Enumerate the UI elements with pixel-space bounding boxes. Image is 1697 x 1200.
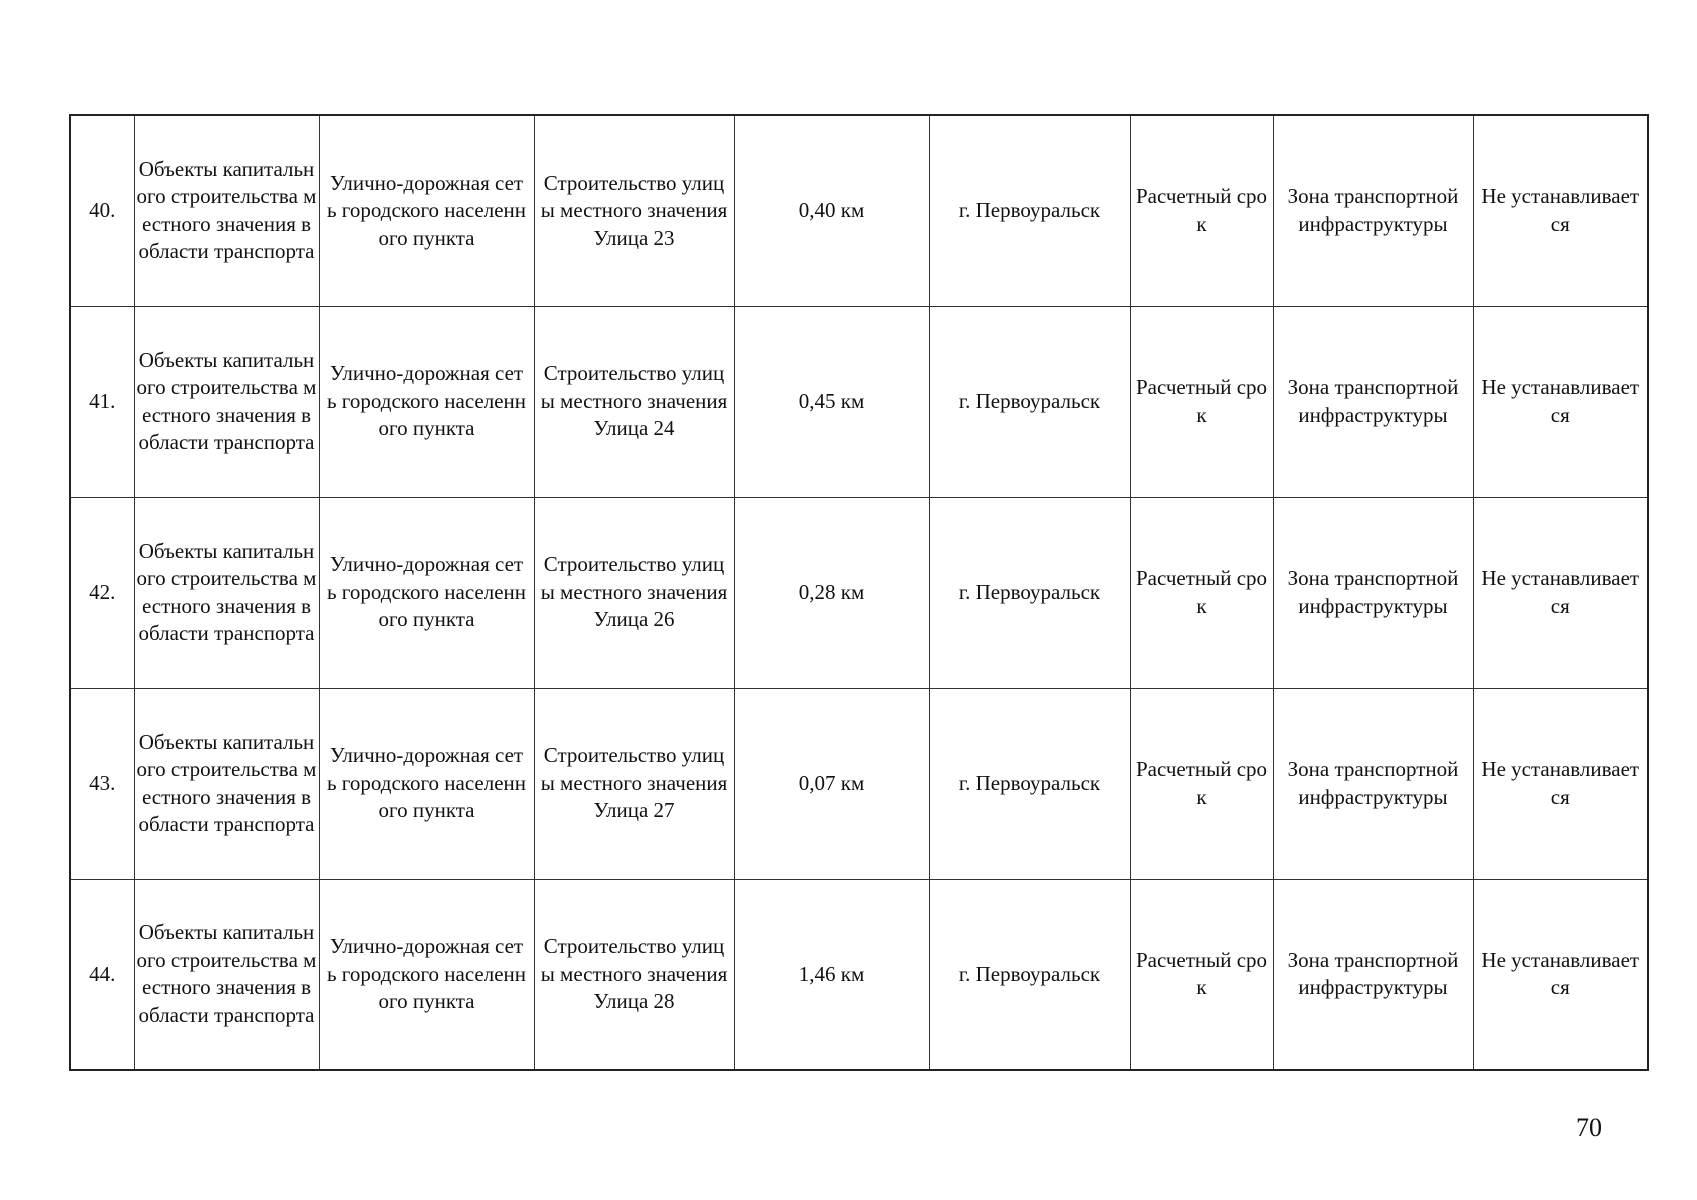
purpose-cell: Улично-дорожная сеть городского населенного пункта (319, 497, 534, 688)
row-number-cell: 43. (70, 688, 134, 879)
object-name-cell: Строительство улицы местного значения Улица 26 (534, 497, 734, 688)
table-row (70, 879, 1648, 1070)
location-cell: г. Первоуральск (929, 688, 1130, 879)
table-row (70, 688, 1648, 879)
deadline-cell: Расчетный срок (1130, 497, 1273, 688)
location-cell: г. Первоуральск (929, 497, 1130, 688)
purpose-cell: Улично-дорожная сеть городского населенного пункта (319, 879, 534, 1070)
restriction-cell: Не устанавливается (1473, 879, 1648, 1070)
deadline-cell: Расчетный срок (1130, 115, 1273, 306)
object-type-cell: Объекты капитального строительства местного значения в области транспорта (134, 688, 319, 879)
deadline-cell: Расчетный срок (1130, 879, 1273, 1070)
object-type-cell: Объекты капитального строительства местного значения в области транспорта (134, 306, 319, 497)
restriction-cell: Не устанавливается (1473, 688, 1648, 879)
location-cell: г. Первоуральск (929, 115, 1130, 306)
length-cell: 0,40 км (734, 115, 929, 306)
row-number-cell: 44. (70, 879, 134, 1070)
row-number-cell: 41. (70, 306, 134, 497)
row-number-cell: 42. (70, 497, 134, 688)
restriction-cell: Не устанавливается (1473, 306, 1648, 497)
object-type-cell: Объекты капитального строительства местного значения в области транспорта (134, 879, 319, 1070)
zone-cell: Зона транспортной инфраструктуры (1273, 879, 1473, 1070)
table-row (70, 497, 1648, 688)
length-cell: 0,07 км (734, 688, 929, 879)
object-name-cell: Строительство улицы местного значения Улица 27 (534, 688, 734, 879)
table-row (70, 306, 1648, 497)
zone-cell: Зона транспортной инфраструктуры (1273, 306, 1473, 497)
row-number-cell: 40. (70, 115, 134, 306)
table-row (70, 115, 1648, 306)
location-cell: г. Первоуральск (929, 879, 1130, 1070)
object-name-cell: Строительство улицы местного значения Улица 23 (534, 115, 734, 306)
object-name-cell: Строительство улицы местного значения Улица 28 (534, 879, 734, 1070)
object-name-cell: Строительство улицы местного значения Улица 24 (534, 306, 734, 497)
object-type-cell: Объекты капитального строительства местного значения в области транспорта (134, 115, 319, 306)
length-cell: 0,45 км (734, 306, 929, 497)
length-cell: 0,28 км (734, 497, 929, 688)
restriction-cell: Не устанавливается (1473, 115, 1648, 306)
purpose-cell: Улично-дорожная сеть городского населенного пункта (319, 306, 534, 497)
zone-cell: Зона транспортной инфраструктуры (1273, 115, 1473, 306)
restriction-cell: Не устанавливается (1473, 497, 1648, 688)
object-type-cell: Объекты капитального строительства местного значения в области транспорта (134, 497, 319, 688)
length-cell: 1,46 км (734, 879, 929, 1070)
purpose-cell: Улично-дорожная сеть городского населенного пункта (319, 688, 534, 879)
zone-cell: Зона транспортной инфраструктуры (1273, 497, 1473, 688)
location-cell: г. Первоуральск (929, 306, 1130, 497)
objects-table (69, 114, 1649, 1071)
deadline-cell: Расчетный срок (1130, 306, 1273, 497)
zone-cell: Зона транспортной инфраструктуры (1273, 688, 1473, 879)
deadline-cell: Расчетный срок (1130, 688, 1273, 879)
page-number: 70 (1576, 1113, 1602, 1142)
purpose-cell: Улично-дорожная сеть городского населенного пункта (319, 115, 534, 306)
